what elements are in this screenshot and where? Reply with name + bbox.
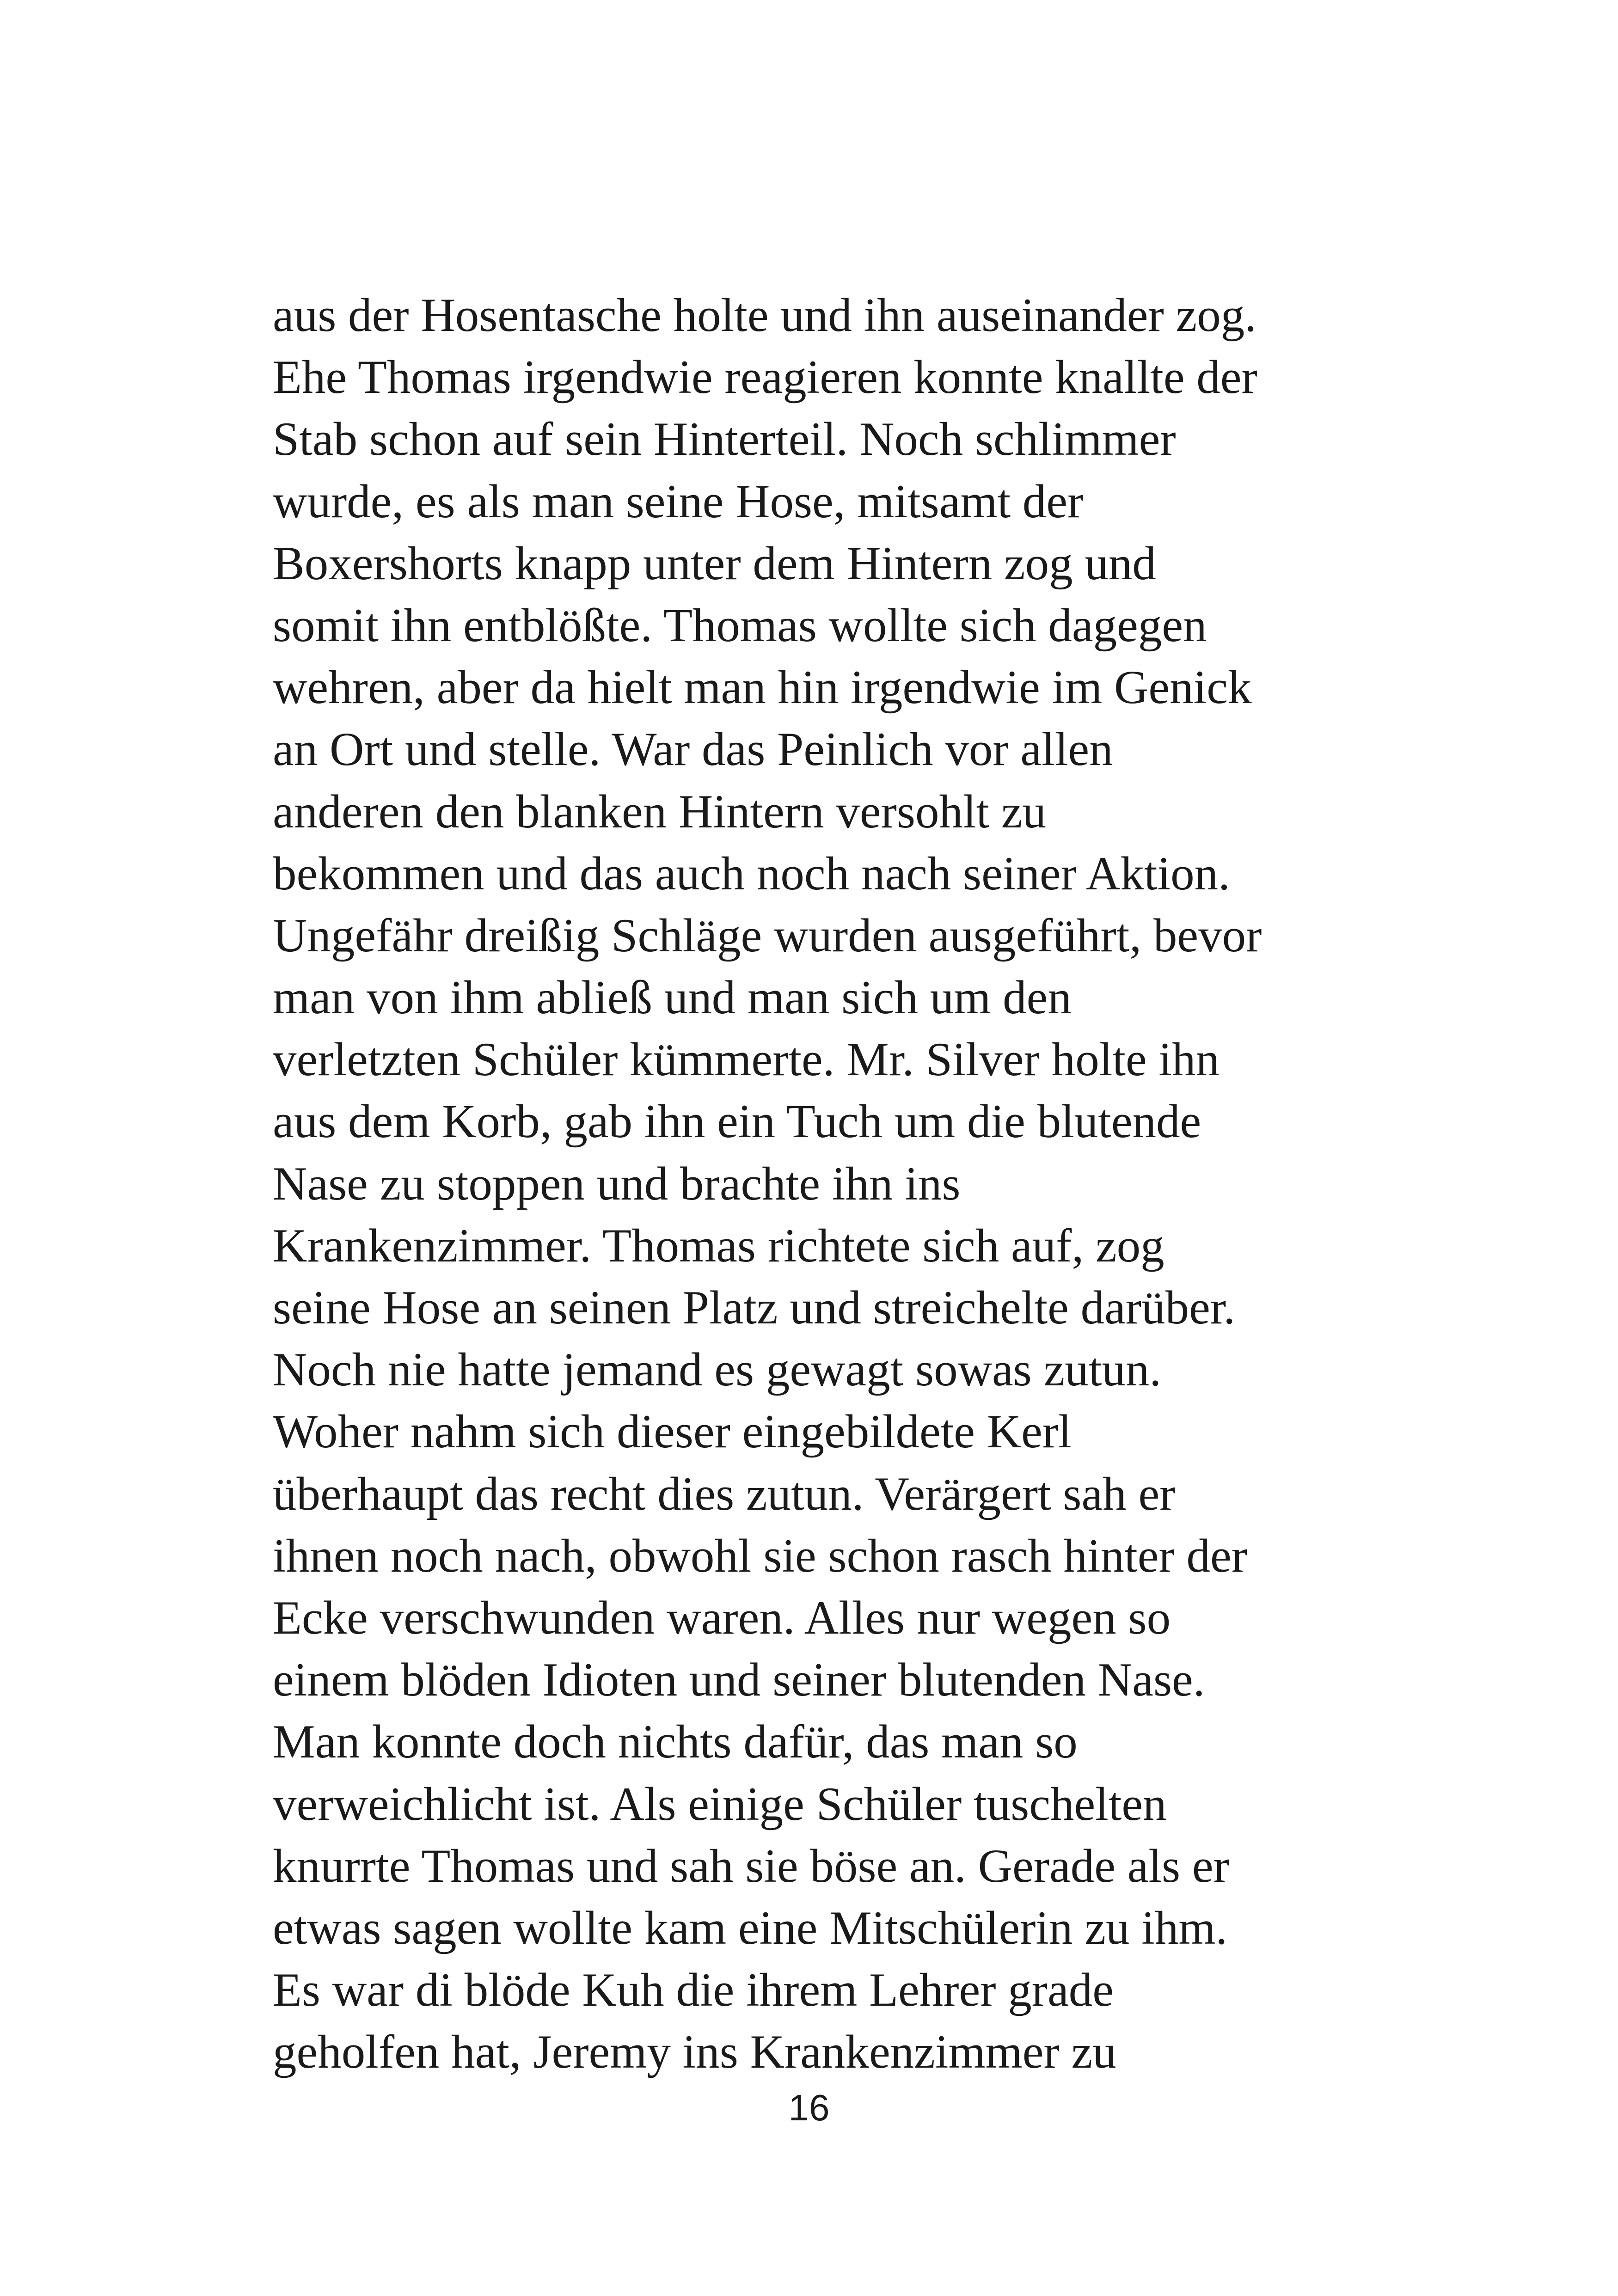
text-line: verletzten Schüler kümmerte. Mr. Silver holte ihn (273, 1033, 1220, 1086)
text-line: aus der Hosentasche holte und ihn auseinander zog. (273, 289, 1256, 342)
text-line: überhaupt das recht dies zutun. Verärgert sah er (273, 1467, 1176, 1520)
page-number: 16 (788, 2087, 830, 2128)
text-line: Nase zu stoppen und brachte ihn ins (273, 1157, 961, 1210)
text-line: wurde, es als man seine Hose, mitsamt der (273, 475, 1084, 528)
text-line: seine Hose an seinen Platz und streichelte darüber. (273, 1281, 1236, 1334)
text-line: Ecke verschwunden waren. Alles nur wegen so (273, 1591, 1171, 1644)
text-line: an Ort und stelle. War das Peinlich vor allen (273, 723, 1113, 776)
text-line: Ehe Thomas irgendwie reagieren konnte knallte der (273, 351, 1257, 404)
text-line: Krankenzimmer. Thomas richtete sich auf, zog (273, 1219, 1164, 1272)
text-line: ihnen noch nach, obwohl sie schon rasch hinter der (273, 1529, 1248, 1582)
text-line: man von ihm abließ und man sich um den (273, 971, 1072, 1024)
text-line: bekommen und das auch noch nach seiner Aktion. (273, 847, 1230, 900)
text-line: Man konnte doch nichts dafür, das man so (273, 1715, 1078, 1769)
text-line: somit ihn entblößte. Thomas wollte sich dagegen (273, 599, 1207, 652)
text-line: Ungefähr dreißig Schläge wurden ausgeführt, bevor (273, 909, 1262, 962)
text-line: Noch nie hatte jemand es gewagt sowas zutun. (273, 1343, 1162, 1396)
text-line: Stab schon auf sein Hinterteil. Noch schlimmer (273, 413, 1176, 466)
text-line: aus dem Korb, gab ihn ein Tuch um die blutende (273, 1095, 1201, 1148)
text-line: anderen den blanken Hintern versohlt zu (273, 785, 1047, 838)
text-line: Boxershorts knapp unter dem Hintern zog und (273, 537, 1156, 590)
text-line: verweichlicht ist. Als einige Schüler tuschelten (273, 1777, 1167, 1831)
text-line: wehren, aber da hielt man hin irgendwie im Genick (273, 661, 1252, 714)
text-line: knurrte Thomas und sah sie böse an. Gerade als er (273, 1839, 1229, 1892)
text-line: Es war di blöde Kuh die ihrem Lehrer grade (273, 1964, 1114, 2017)
text-line: geholfen hat, Jeremy ins Krankenzimmer zu (273, 2026, 1116, 2079)
text-line: etwas sagen wollte kam eine Mitschülerin zu ihm. (273, 1901, 1228, 1954)
text-line: Woher nahm sich dieser eingebildete Kerl (273, 1405, 1072, 1458)
body-text (273, 284, 1382, 2083)
text-line: einem blöden Idioten und seiner blutenden Nase. (273, 1653, 1205, 1707)
